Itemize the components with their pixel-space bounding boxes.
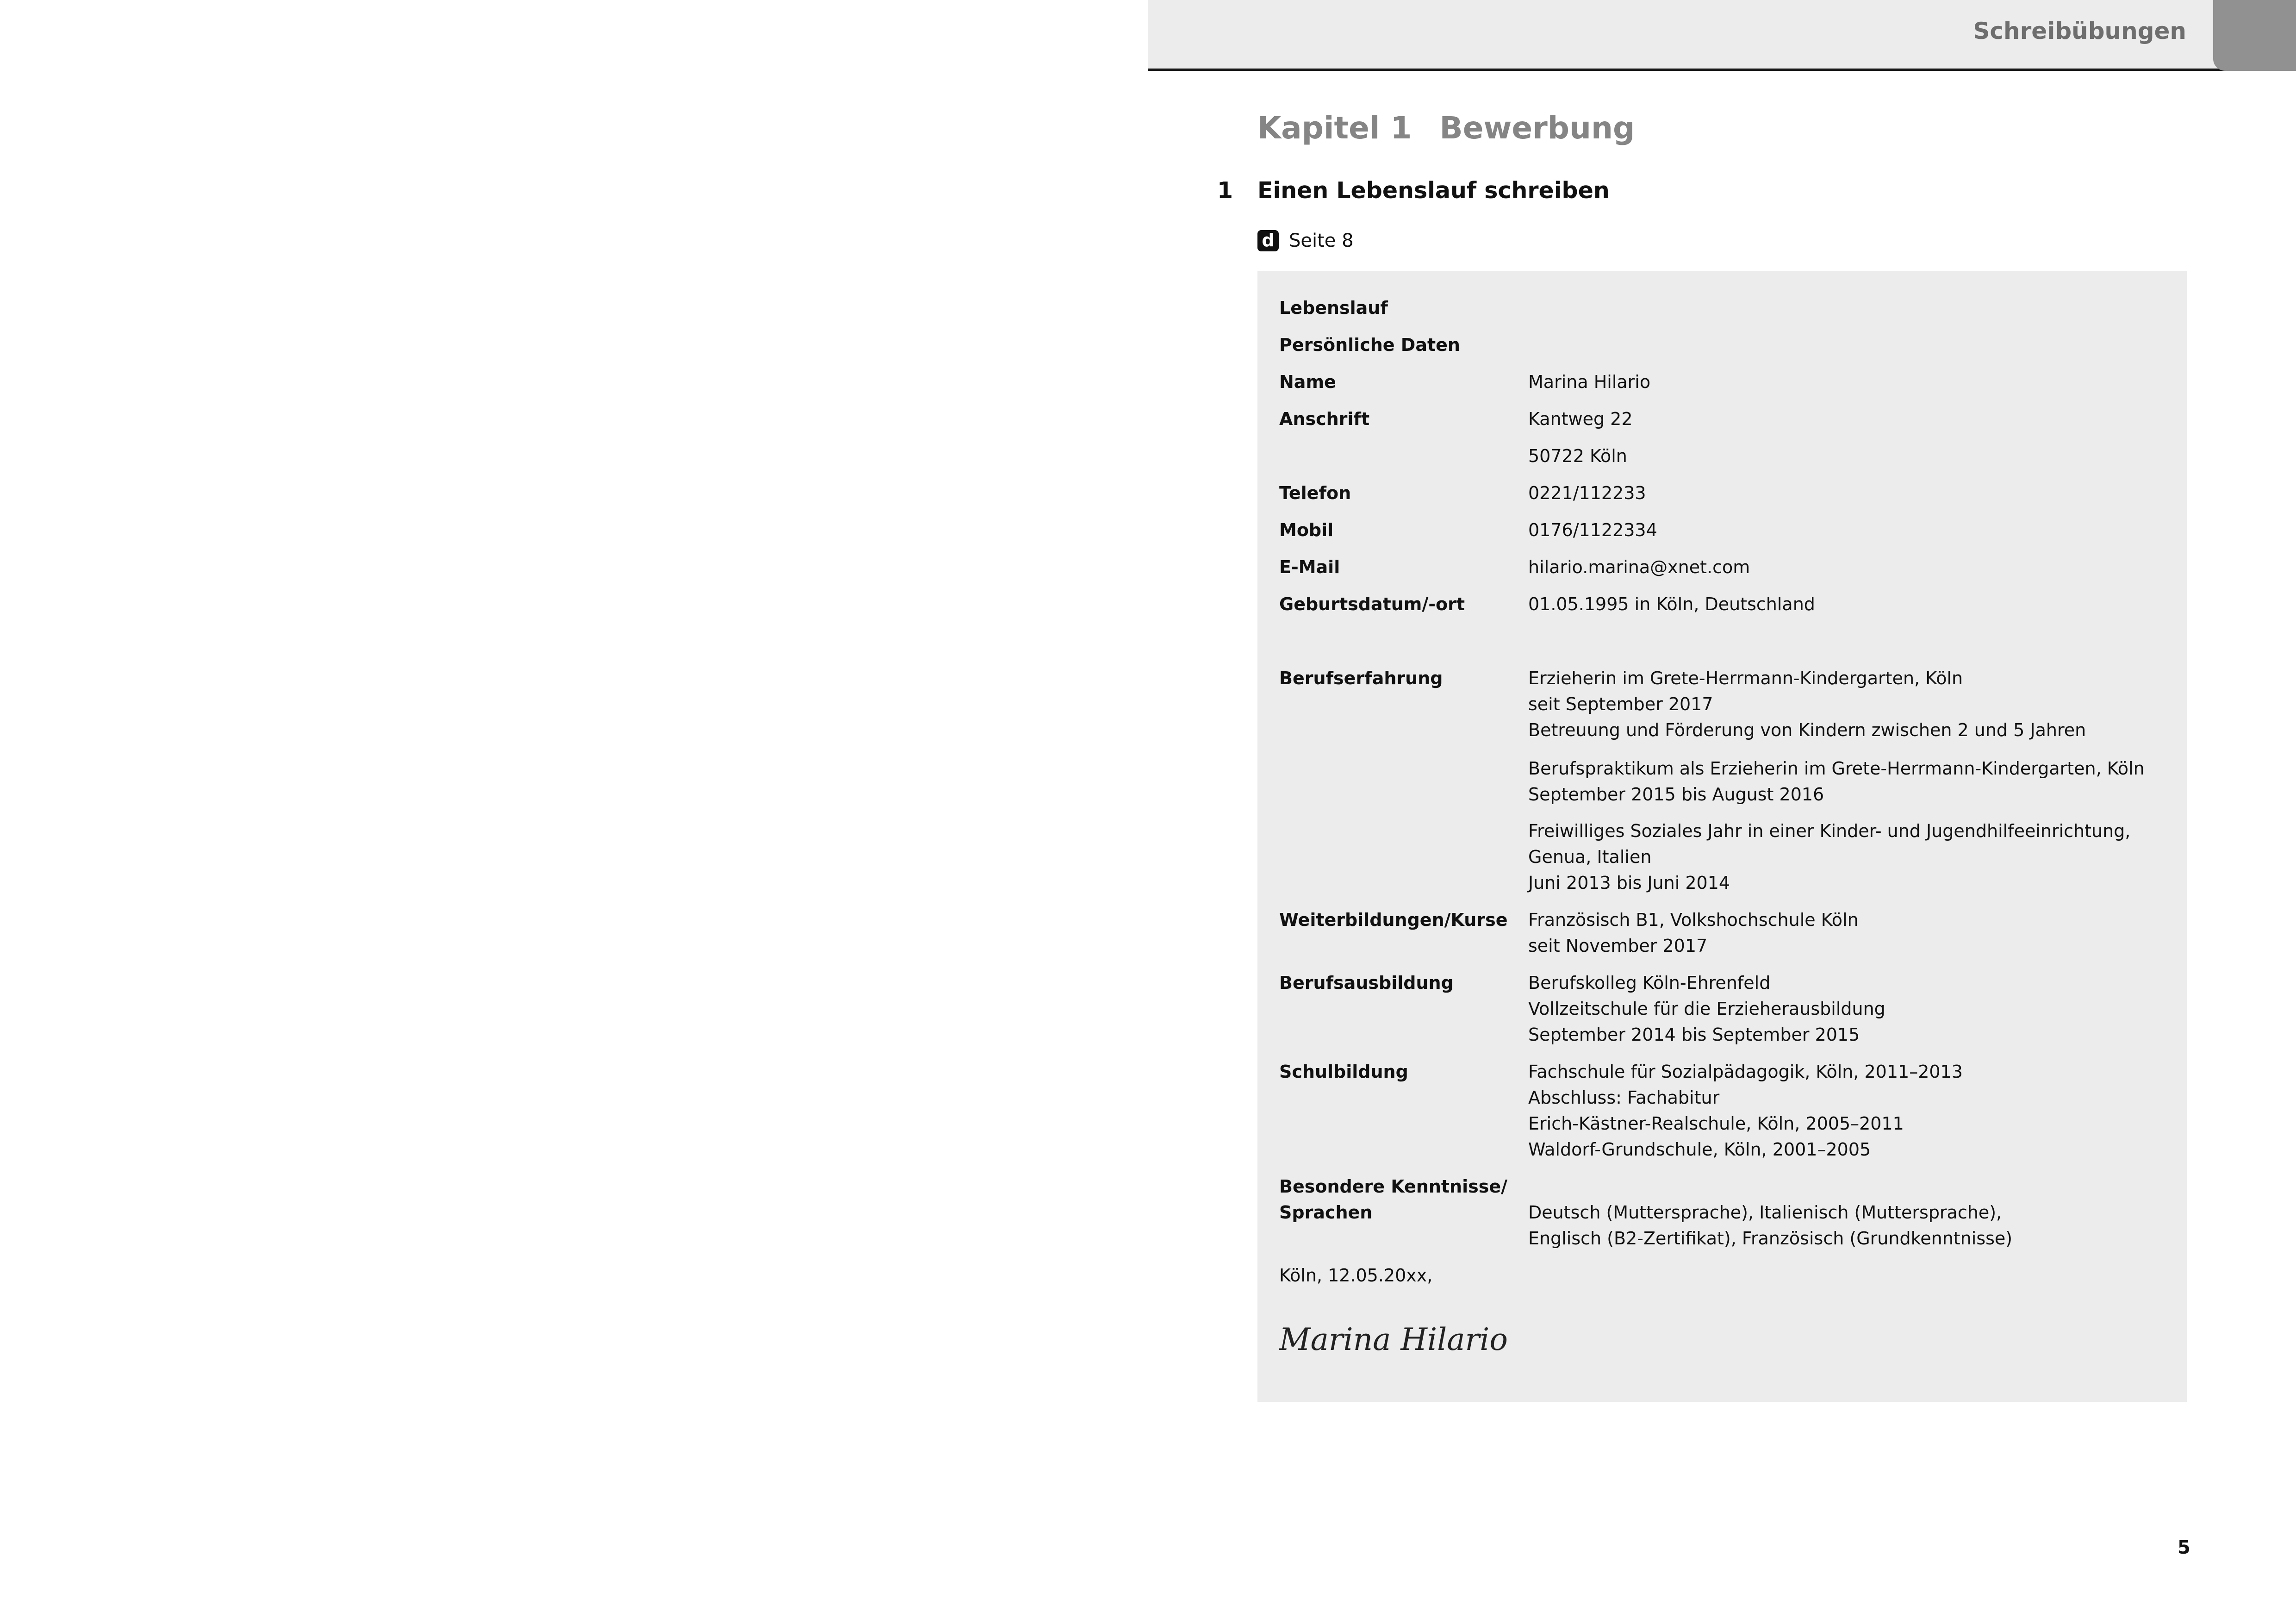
birth-label: Geburtsdatum/-ort	[1279, 594, 1465, 614]
chapter-number: Kapitel 1	[1257, 110, 1412, 146]
place-date: Köln, 12.05.20xx,	[1279, 1265, 1433, 1286]
vocational-line: September 2014 bis September 2015	[1528, 1024, 1860, 1045]
chapter-title: Bewerbung	[1439, 110, 1635, 146]
skills-line: Englisch (B2-Zertifikat), Französisch (Grundkenntnisse)	[1528, 1228, 2013, 1249]
skills-line: Deutsch (Muttersprache), Italienisch (Muttersprache),	[1528, 1202, 2002, 1223]
experience-line: seit September 2017	[1528, 694, 1713, 714]
address-label: Anschrift	[1279, 409, 1370, 429]
page-number: 5	[2178, 1537, 2190, 1558]
cv-title: Lebenslauf	[1279, 298, 1388, 318]
digital-d-icon: d	[1257, 230, 1279, 251]
page-reference	[1257, 230, 1354, 251]
skills-label-line-1: Besondere Kenntnisse/	[1279, 1176, 1508, 1197]
vocational-label: Berufsausbildung	[1279, 973, 1454, 993]
email-value: hilario.marina@xnet.com	[1528, 557, 1750, 577]
training-line: Französisch B1, Volkshochschule Köln	[1528, 910, 1859, 930]
exercise-number: 1	[1217, 177, 1233, 204]
name-value: Marina Hilario	[1528, 372, 1651, 392]
experience-line: Berufspraktikum als Erzieherin im Grete-Herrmann-Kindergarten, Köln	[1528, 758, 2145, 779]
signature: Marina Hilario	[1279, 1322, 1508, 1357]
experience-line: Freiwilliges Soziales Jahr in einer Kinder- und Jugendhilfeeinrichtung,	[1528, 821, 2131, 841]
experience-line: Erzieherin im Grete-Herrmann-Kindergarten, Köln	[1528, 668, 1963, 688]
phone-value: 0221/112233	[1528, 483, 1646, 503]
training-label: Weiterbildungen/Kurse	[1279, 910, 1508, 930]
email-label: E-Mail	[1279, 557, 1340, 577]
mobile-label: Mobil	[1279, 520, 1334, 540]
header-band	[1148, 0, 2296, 71]
vocational-line: Berufskolleg Köln-Ehrenfeld	[1528, 973, 1771, 993]
cv-box	[1257, 271, 2187, 1402]
school-line: Waldorf-Grundschule, Köln, 2001–2005	[1528, 1139, 1871, 1160]
header-title: Schreibübungen	[1973, 18, 2186, 44]
phone-label: Telefon	[1279, 483, 1351, 503]
vocational-line: Vollzeitschule für die Erzieherausbildung	[1528, 999, 1885, 1019]
personal-data-heading: Persönliche Daten	[1279, 335, 1460, 355]
experience-line: Juni 2013 bis Juni 2014	[1528, 873, 1730, 893]
address-line-1: Kantweg 22	[1528, 409, 1633, 429]
experience-label: Berufserfahrung	[1279, 668, 1443, 688]
name-label: Name	[1279, 372, 1336, 392]
page-reference-text: Seite 8	[1289, 230, 1354, 251]
skills-label-line-2: Sprachen	[1279, 1202, 1373, 1223]
school-line: Fachschule für Sozialpädagogik, Köln, 2011–2013	[1528, 1062, 1963, 1082]
exercise-heading	[1217, 177, 1610, 204]
chapter-heading	[1257, 110, 1635, 146]
mobile-value: 0176/1122334	[1528, 520, 1657, 540]
training-line: seit November 2017	[1528, 936, 1708, 956]
school-line: Erich-Kästner-Realschule, Köln, 2005–2011	[1528, 1113, 1904, 1134]
birth-value: 01.05.1995 in Köln, Deutschland	[1528, 594, 1815, 614]
address-line-2: 50722 Köln	[1528, 446, 1627, 466]
header-tab	[2213, 0, 2296, 71]
exercise-title: Einen Lebenslauf schreiben	[1257, 177, 1610, 204]
experience-line: Betreuung und Förderung von Kindern zwischen 2 und 5 Jahren	[1528, 720, 2086, 740]
experience-line: Genua, Italien	[1528, 847, 1652, 867]
school-line: Abschluss: Fachabitur	[1528, 1087, 1720, 1108]
school-label: Schulbildung	[1279, 1062, 1408, 1082]
experience-line: September 2015 bis August 2016	[1528, 784, 1824, 805]
